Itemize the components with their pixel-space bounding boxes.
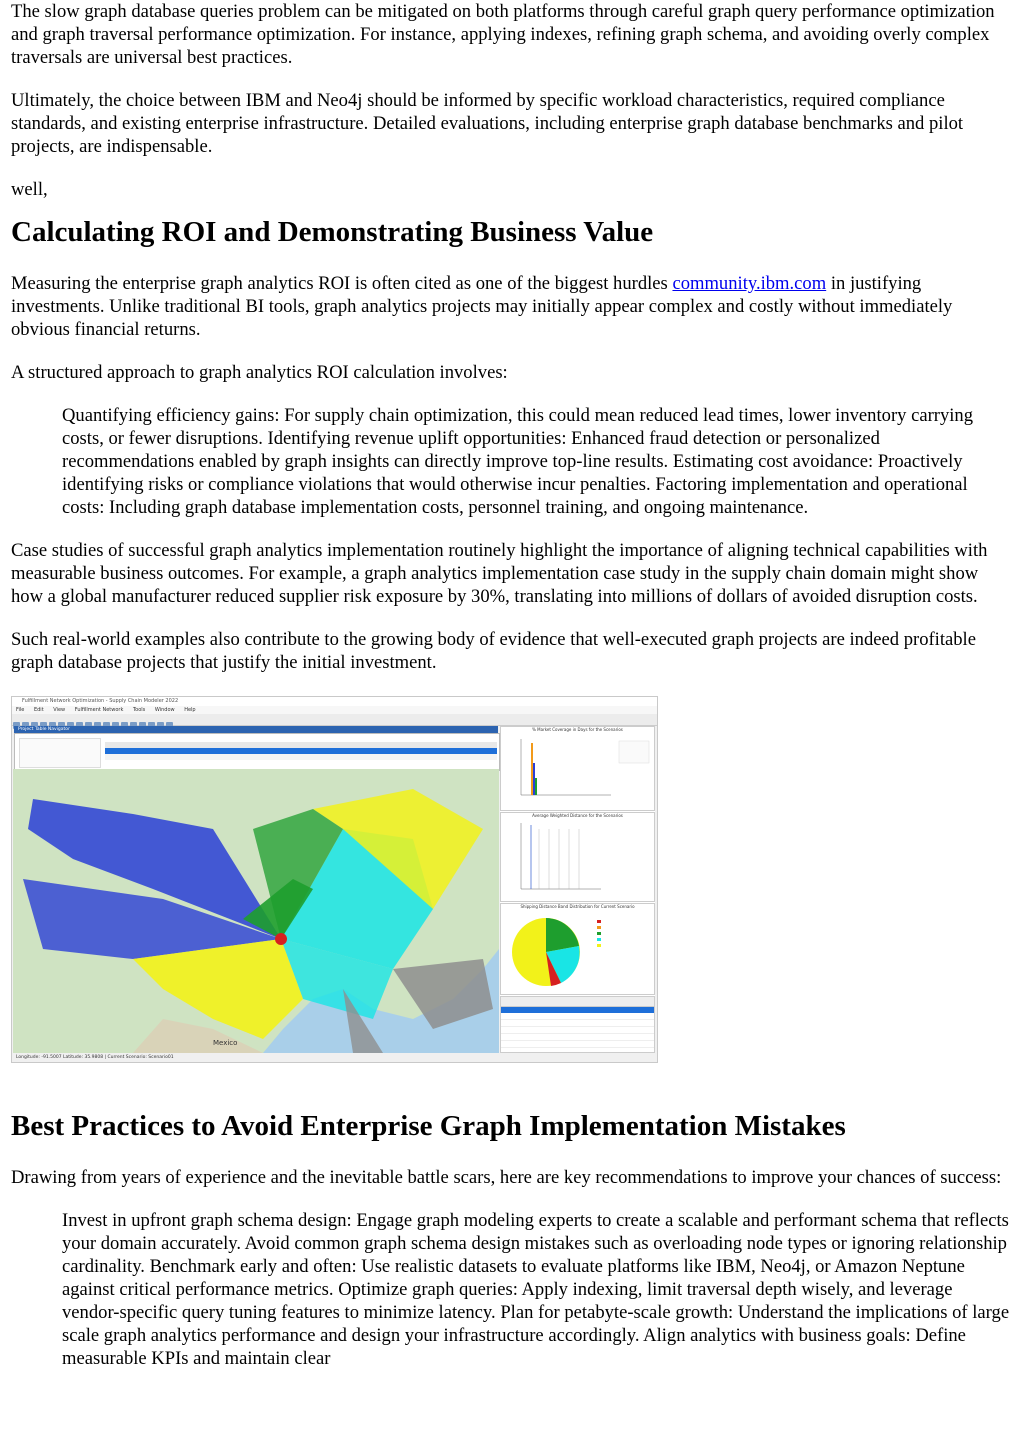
paragraph-platform-choice: Ultimately, the choice between IBM and Neo4j should be informed by specific workload characteristics, required compliance standards, and existing enterprise infrastructure. Detailed evaluations, including enterprise graph database benchmarks and pilot projects, are indispensable. [11,90,964,157]
menu-view[interactable]: View [53,707,66,713]
heading-best-practices: Best Practices to Avoid Enterprise Graph Implementation Mistakes [11,1110,846,1142]
paragraph-roi-intro [11,272,1013,341]
paragraph-recommendations-intro: Drawing from years of experience and the inevitable battle scars, here are key recommendations to improve your chances of success: [11,1167,1002,1188]
map-label-mexico: Mexico [213,1039,238,1047]
heading-roi: Calculating ROI and Demonstrating Business Value [11,216,654,248]
blockquote-best-practices: Invest in upfront graph schema design: Engage graph modeling experts to create a scalable and performant schema that reflects your domain accurately. Avoid common graph schema design mistakes such as overloading node types or ignoring relationship cardinality. Benchmark early and often: Use realistic datasets to evaluate platforms like IBM, Neo4j, or Amazon Neptune against critical performance metrics. Optimize graph queries: Apply indexing, limit traversal depth wisely, and leverage vendor-specific query tuning features to minimize latency. Plan for petabyte-scale growth: Understand the implications of large scale graph analytics performance and design your infrastructure accordingly. Align analytics with business goals: Define measurable KPIs and maintain clear [62,1210,1010,1369]
window-toolbar [12,714,657,726]
project-table-navigator-title: Project Table Navigator [14,726,498,733]
menu-window[interactable]: Window [154,707,175,713]
market-coverage-chart [500,726,655,811]
paragraph-roi-approach: A structured approach to graph analytics ROI calculation involves: [11,362,508,383]
paragraph-case-studies: Case studies of successful graph analytics implementation routinely highlight the importance of aligning technical capabilities with measurable business outcomes. For example, a graph analytics implementation case study in the supply chain domain might show how a global manufacturer reduced supplier risk exposure by 30%, translating into millions of dollars of avoided disruption costs. [11,540,988,607]
avg-distance-chart-title: Average Weighted Distance for the Scenarios [532,813,623,818]
menu-fulfillment-network[interactable]: Fulfillment Network [74,707,124,713]
status-bar: Longitude: -91.5007 Latitude: 35.9808 | Current Scenario: Scenario01 [12,1053,657,1062]
supply-chain-screenshot [11,696,658,1063]
paragraph-well: well, [11,179,48,200]
window-menubar [12,706,657,714]
distance-band-chart-title: Shipping Distance Band Distribution for Current Scenario [520,904,635,909]
roi-intro-text-a: Measuring the enterprise graph analytics ROI is often cited as one of the biggest hurdles [11,273,673,294]
distance-band-pie-chart [500,903,655,995]
paragraph-real-world: Such real-world examples also contribute to the growing body of evidence that well-executed graph projects are indeed profitable graph database projects that justify the initial investment. [11,629,976,673]
avg-distance-chart [500,812,655,902]
analysis-panel [500,726,655,1053]
network-map [13,769,499,1053]
blockquote-roi-steps: Quantifying efficiency gains: For supply chain optimization, this could mean reduced lead times, lower inventory carrying costs, or fewer disruptions. Identifying revenue uplift opportunities: Enhanced fraud detection or personalized recommendations enabled by graph insights can directly improve top-line results. Estimating cost avoidance: Proactively identifying risks or compliance violations that would otherwise incur penalties. Factoring implementation and operational costs: Including graph database implementation costs, personnel training, and ongoing maintenance. [62,405,974,518]
scenario-grid [14,733,500,771]
community-ibm-link[interactable]: community.ibm.com [672,273,827,294]
scenario-summary-table [500,996,655,1053]
menu-help[interactable]: Help [184,707,196,713]
roi-intro-text-b: in justifying investments. Unlike traditional BI tools, graph analytics projects may initially appear complex and costly without immediately obvious financial returns. [11,273,953,340]
menu-tools[interactable]: Tools [132,707,146,713]
menu-file[interactable]: File [16,707,25,713]
window-titlebar: Fulfillment Network Optimization - Supply Chain Modeler 2022 [12,697,657,706]
menu-edit[interactable]: Edit [33,707,44,713]
market-coverage-chart-title: % Market Coverage in Days for the Scenarios [532,727,623,732]
paragraph-query-optimization: The slow graph database queries problem can be mitigated on both platforms through careful graph query performance optimization and graph traversal performance optimization. For instance, applying indexes, refining graph schema, and avoiding overly complex traversals are universal best practices. [11,1,995,68]
